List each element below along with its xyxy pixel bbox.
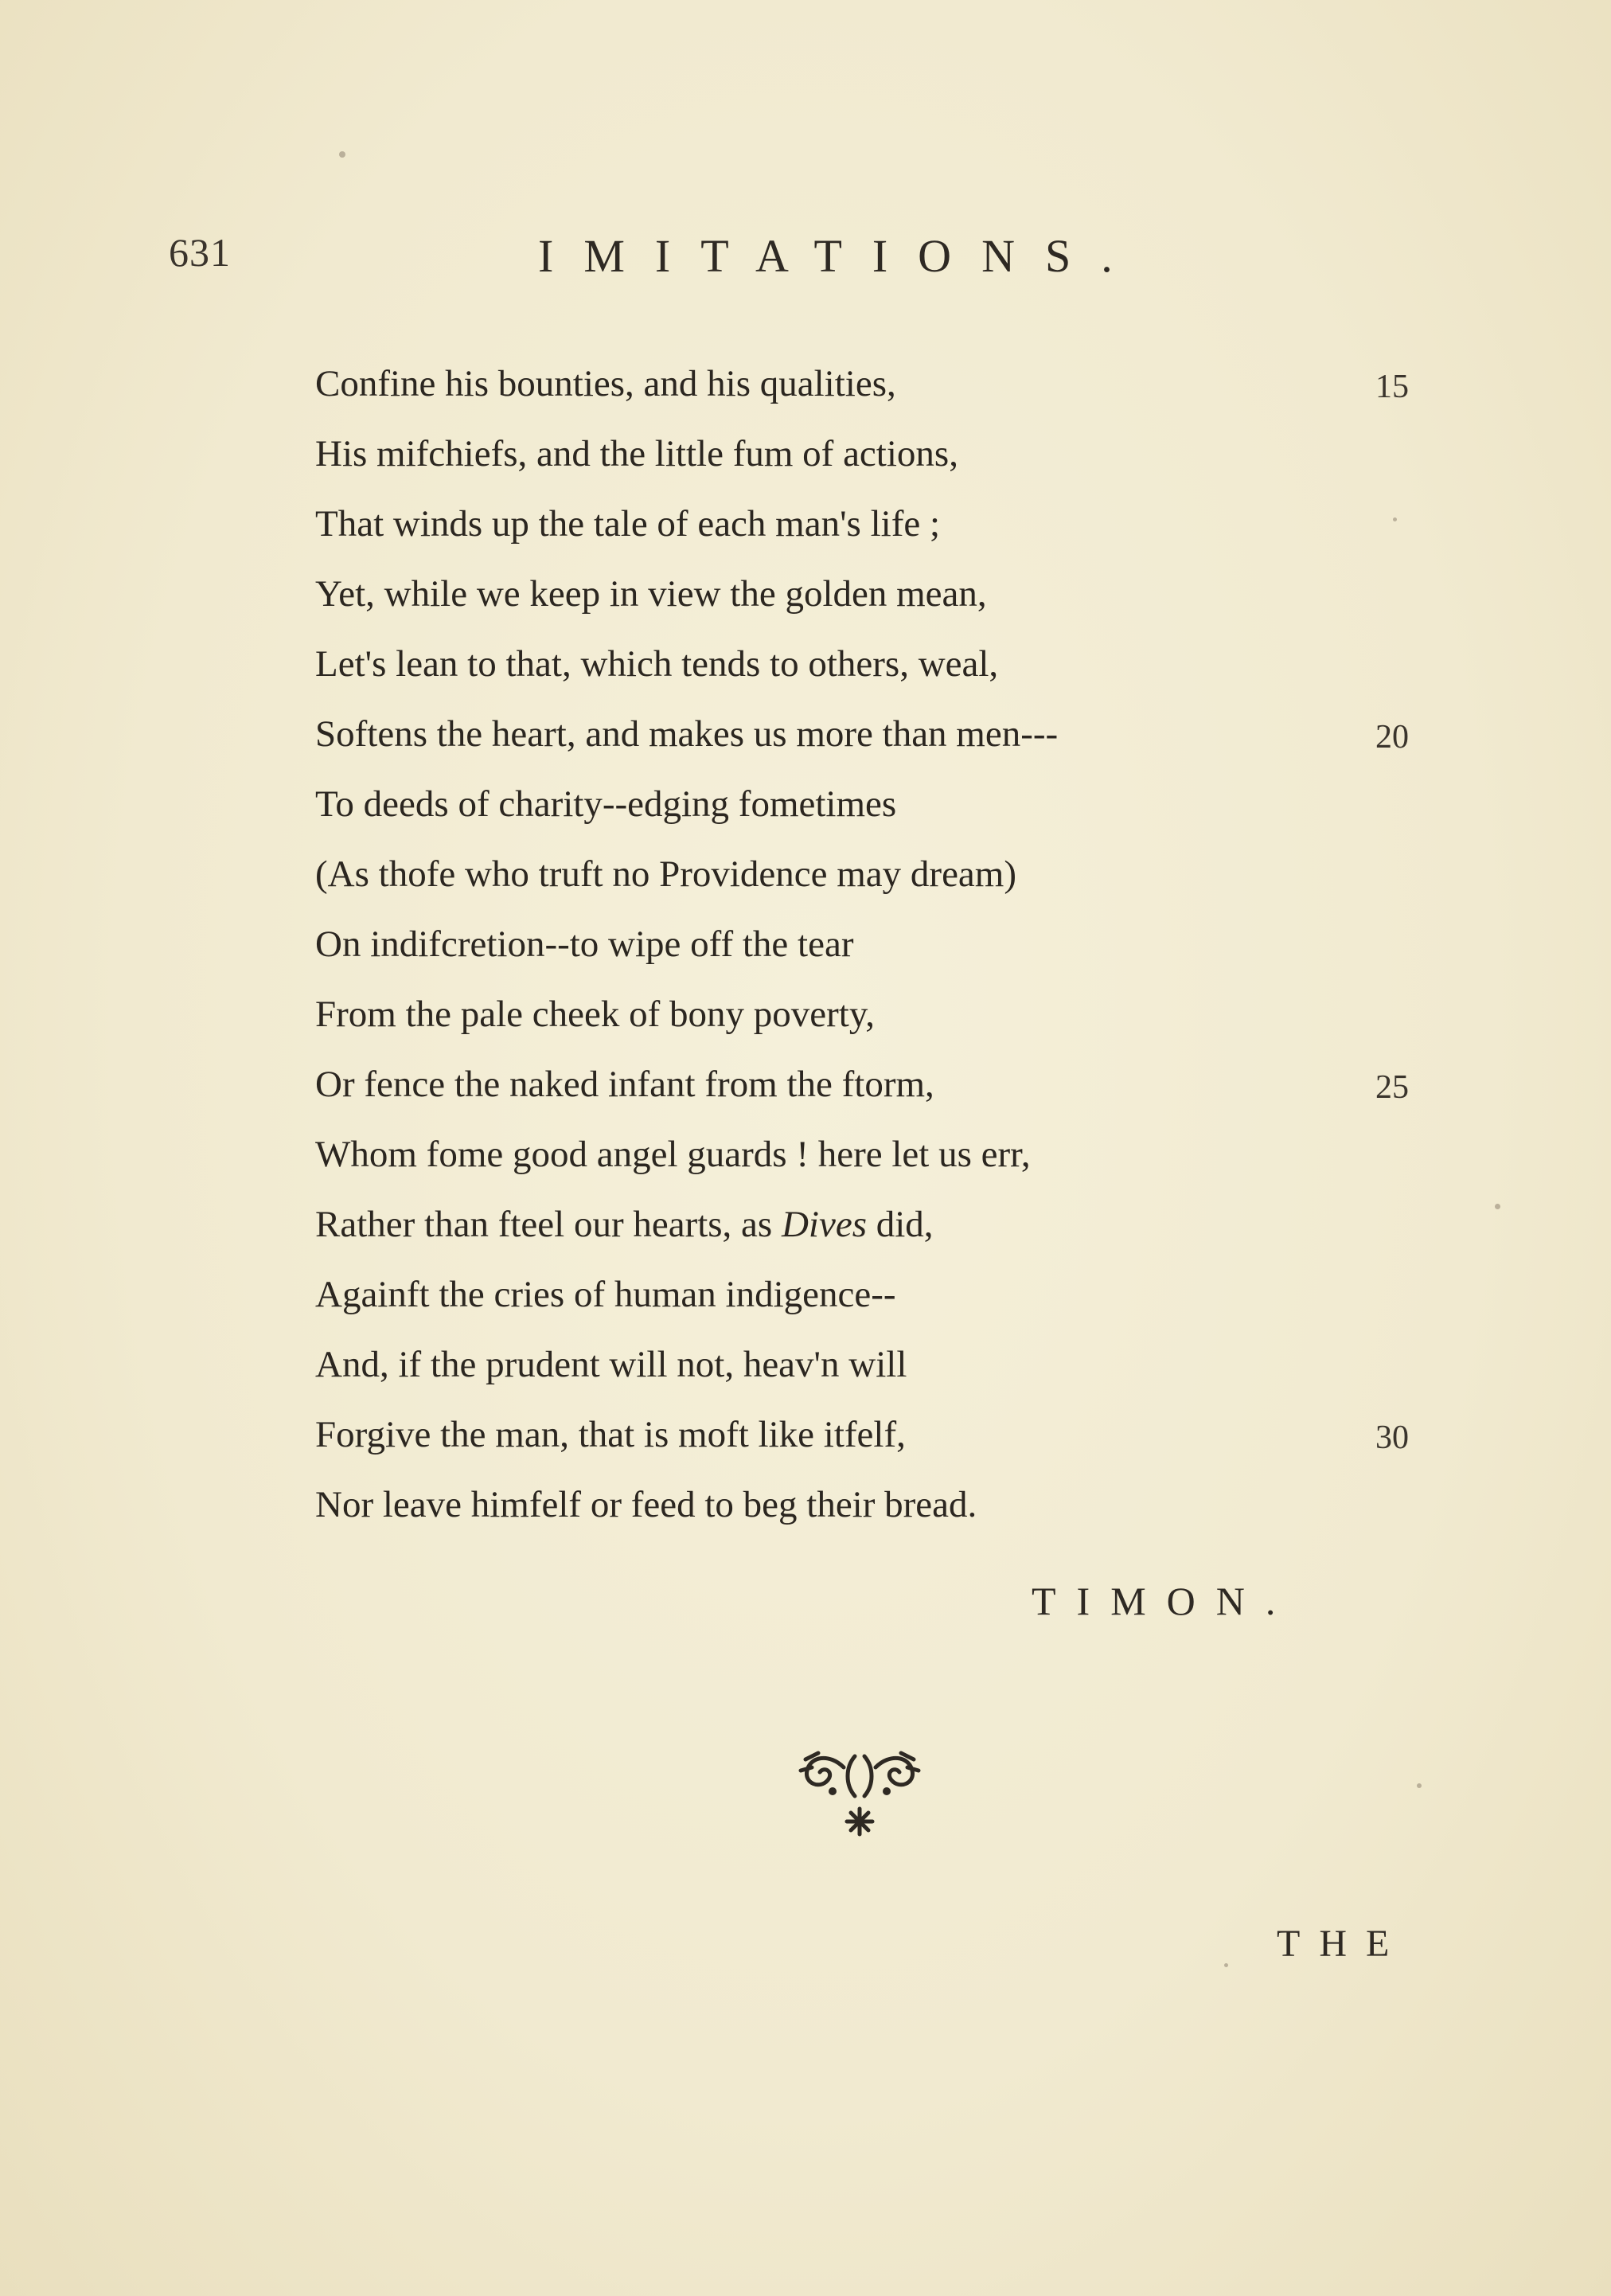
verse-text: On indifcretion--to wipe off the tear (315, 923, 854, 965)
paper-speck (339, 151, 345, 158)
verse-text: (As thofe who truft no Providence may dream) (315, 853, 1016, 895)
paper-speck (1417, 1783, 1422, 1788)
verse-text: Softens the heart, and makes us more than men--- (315, 713, 1059, 755)
verse-text: Let's lean to that, which tends to others, weal, (315, 643, 999, 685)
running-head: IMITATIONS. (538, 230, 1143, 282)
verse-text: From the pale cheek of bony poverty, (315, 994, 876, 1035)
verse-line (315, 1259, 1477, 1330)
verse-text: Againft the cries of human indigence-- (315, 1274, 896, 1315)
verse-line (315, 699, 1477, 769)
verse-line (315, 489, 1477, 559)
verse-text: To deeds of charity--edging fometimes (315, 783, 897, 825)
verse-line (315, 1049, 1477, 1119)
paper-speck (1224, 1963, 1228, 1967)
line-number: 30 (1375, 1419, 1409, 1456)
verse-text: Confine his bounties, and his qualities, (315, 363, 896, 404)
catchword: THE (1277, 1923, 1409, 1965)
verse-text: Forgive the man, that is moft like itfelf, (315, 1414, 906, 1455)
verse-text: Or fence the naked infant from the ftorm, (315, 1064, 934, 1105)
verse-text: His mifchiefs, and the little fum of actions, (315, 433, 958, 474)
fleuron-ornament-icon (788, 1736, 931, 1839)
verse-line (315, 769, 1477, 839)
verse-line (315, 629, 1477, 699)
verse-line (315, 349, 1477, 419)
verse-line (315, 1330, 1477, 1400)
signature: TIMON. (1032, 1579, 1297, 1623)
paper-speck (1393, 517, 1397, 521)
verse-line (315, 1119, 1477, 1189)
line-number: 15 (1375, 369, 1409, 405)
verse-text: Whom fome good angel guards ! here let us err, (315, 1134, 1031, 1175)
line-number: 25 (1375, 1069, 1409, 1106)
verse-text: Yet, while we keep in view the golden mean, (315, 573, 987, 615)
verse-text: That winds up the tale of each man's life ; (315, 503, 941, 545)
verse-line (315, 1400, 1477, 1470)
poem (315, 349, 1477, 1540)
verse-line (315, 979, 1477, 1049)
page-number: 631 (169, 230, 231, 275)
verse-text (315, 1189, 934, 1259)
verse-text: Nor leave himfelf or feed to beg their bread. (315, 1484, 977, 1525)
verse-line (315, 419, 1477, 489)
line-number: 20 (1375, 719, 1409, 756)
verse-line (315, 559, 1477, 629)
verse-text-after: did, (866, 1204, 934, 1245)
italic-name: Dives (781, 1204, 867, 1245)
paper-speck (1495, 1204, 1500, 1209)
verse-line (315, 1470, 1477, 1540)
verse-text-before: Rather than fteel our hearts, as (315, 1204, 782, 1245)
verse-text: And, if the prudent will not, heav'n will (315, 1344, 907, 1385)
verse-line (315, 1189, 1477, 1259)
verse-line (315, 839, 1477, 909)
verse-line (315, 909, 1477, 979)
